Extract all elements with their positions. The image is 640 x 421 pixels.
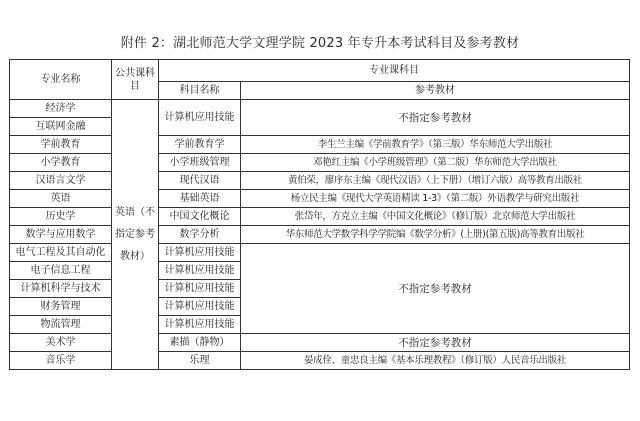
subject-cell: 乐理 <box>159 352 241 370</box>
major-cell: 电气工程及其自动化 <box>10 244 112 262</box>
subject-cell: 计算机应用技能 <box>159 100 241 136</box>
subject-cell: 现代汉语 <box>159 172 241 190</box>
major-cell: 计算机科学与技术 <box>10 280 112 298</box>
header-professional: 专业课科目 <box>159 60 630 82</box>
major-cell: 物流管理 <box>10 316 112 334</box>
textbook-cell: 杨立民主编《现代大学英语精读 1-3》（第二版）外语教学与研究出版社 <box>241 190 630 208</box>
major-cell: 美术学 <box>10 334 112 352</box>
subject-cell: 小学班级管理 <box>159 154 241 172</box>
page-title: 附件 2：湖北师范大学文理学院 2023 年专升本考试科目及参考教材 <box>120 36 520 51</box>
major-cell: 历史学 <box>10 208 112 226</box>
subject-cell: 计算机应用技能 <box>159 298 241 316</box>
header-subject: 科目名称 <box>159 82 241 100</box>
major-cell: 英语 <box>10 190 112 208</box>
major-cell: 财务管理 <box>10 298 112 316</box>
major-cell: 电子信息工程 <box>10 262 112 280</box>
major-cell: 汉语言文学 <box>10 172 112 190</box>
major-cell: 互联网金融 <box>10 118 112 136</box>
textbook-cell: 张岱年，方克立主编《中国文化概论》（修订版）北京师范大学出版社 <box>241 208 630 226</box>
subject-cell: 基础英语 <box>159 190 241 208</box>
major-cell: 经济学 <box>10 100 112 118</box>
subject-cell: 数学分析 <box>159 226 241 244</box>
public-subject-cell: 英语（不指定参考教材） <box>112 100 159 370</box>
major-cell: 学前教育 <box>10 136 112 154</box>
header-public: 公共课科目 <box>112 60 159 100</box>
subject-cell: 计算机应用技能 <box>159 244 241 262</box>
textbook-cell: 晏成佺、童忠良主编《基本乐理教程》（修订版）人民音乐出版社 <box>241 352 630 370</box>
subject-cell: 中国文化概论 <box>159 208 241 226</box>
textbook-cell: 华东师范大学数学科学学院编《数学分析》(上册)(第五版)高等教育出版社 <box>241 226 630 244</box>
subject-cell: 素描（静物） <box>159 334 241 352</box>
major-cell: 数学与应用数学 <box>10 226 112 244</box>
subject-cell: 计算机应用技能 <box>159 262 241 280</box>
textbook-cell: 邓艳红主编《小学班级管理》（第二版）华东师范大学出版社 <box>241 154 630 172</box>
subject-cell: 计算机应用技能 <box>159 316 241 334</box>
textbook-cell: 李生兰主编《学前教育学》（第三版）华东师范大学出版社 <box>241 136 630 154</box>
textbook-cell-none: 不指定参考教材 <box>241 244 630 334</box>
subject-cell: 计算机应用技能 <box>159 280 241 298</box>
exam-subjects-table <box>9 59 630 370</box>
textbook-cell-none: 不指定参考教材 <box>241 334 630 352</box>
major-cell: 音乐学 <box>10 352 112 370</box>
header-textbook: 参考教材 <box>241 82 630 100</box>
major-cell: 小学教育 <box>10 154 112 172</box>
textbook-cell: 黄伯荣，廖序东主编《现代汉语》（上下册）（增订六版）高等教育出版社 <box>241 172 630 190</box>
textbook-cell-none: 不指定参考教材 <box>241 100 630 136</box>
subject-cell: 学前教育学 <box>159 136 241 154</box>
header-major: 专业名称 <box>10 60 112 100</box>
